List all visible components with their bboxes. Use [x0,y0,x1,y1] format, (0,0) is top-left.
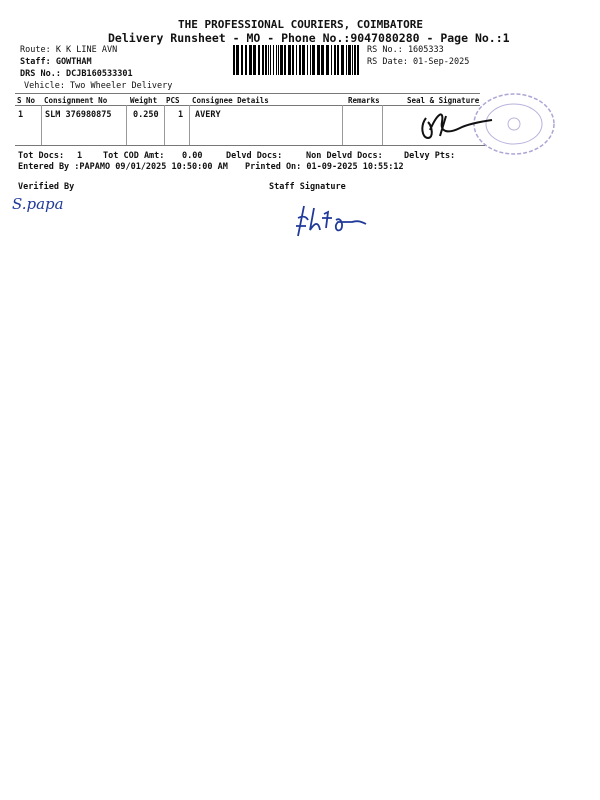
table-col-divider [126,105,127,145]
table-header-border [15,105,480,106]
rs-number: RS No.: 1605333 [367,45,444,55]
col-header-remarks: Remarks [348,96,380,105]
staff-signature [292,200,372,244]
table-col-divider [189,105,190,145]
entered-by: Entered By :PAPAMO 09/01/2025 10:50:00 AM [18,162,228,172]
verified-by-signature: S.papa [12,195,64,213]
row-pcs: 1 [178,110,184,120]
verified-by-label: Verified By [18,182,75,192]
table-col-divider [342,105,343,145]
col-header-sno: S No [17,96,36,105]
tot-cod-label: Tot COD Amt: [103,151,165,161]
col-header-consignment: Consignment No [44,96,108,105]
delvy-pts-label: Delvy Pts: [404,151,456,161]
col-header-pcs: PCS [166,96,180,105]
tot-docs-value: 1 [77,151,83,161]
col-header-consignee: Consignee Details [192,96,269,105]
row-consignee: AVERY [195,110,221,120]
col-header-weight: Weight [130,96,158,105]
table-col-divider [41,105,42,145]
barcode-image [233,45,363,75]
runsheet-title: Delivery Runsheet - MO - Phone No.:9047080280 - Page No.:1 [108,31,510,45]
vehicle-text: Vehicle: Two Wheeler Delivery [24,81,173,91]
table-col-divider [164,105,165,145]
rs-date: RS Date: 01-Sep-2025 [367,57,470,67]
tot-docs-label: Tot Docs: [18,151,65,161]
printed-on: Printed On: 01-09-2025 10:55:12 [245,162,404,172]
table-col-divider [382,105,383,145]
receiver-signature [408,108,498,150]
staff-text: Staff: GOWTHAM [20,57,92,67]
row-weight: 0.250 [133,110,159,120]
table-top-border [15,93,480,94]
tot-cod-value: 0.00 [182,151,203,161]
col-header-seal-signature: Seal & Signature [407,96,480,105]
row-sno: 1 [18,110,24,120]
row-consignment-no: SLM 376980875 [45,110,112,120]
drs-number: DRS No.: DCJB160533301 [20,69,133,79]
route-text: Route: K K LINE AVN [20,45,118,55]
non-delvd-docs-label: Non Delvd Docs: [306,151,383,161]
delvd-docs-label: Delvd Docs: [226,151,283,161]
barcode-bars [233,45,359,75]
company-name: THE PROFESSIONAL COURIERS, COIMBATORE [178,18,424,31]
staff-signature-label: Staff Signature [269,182,346,192]
